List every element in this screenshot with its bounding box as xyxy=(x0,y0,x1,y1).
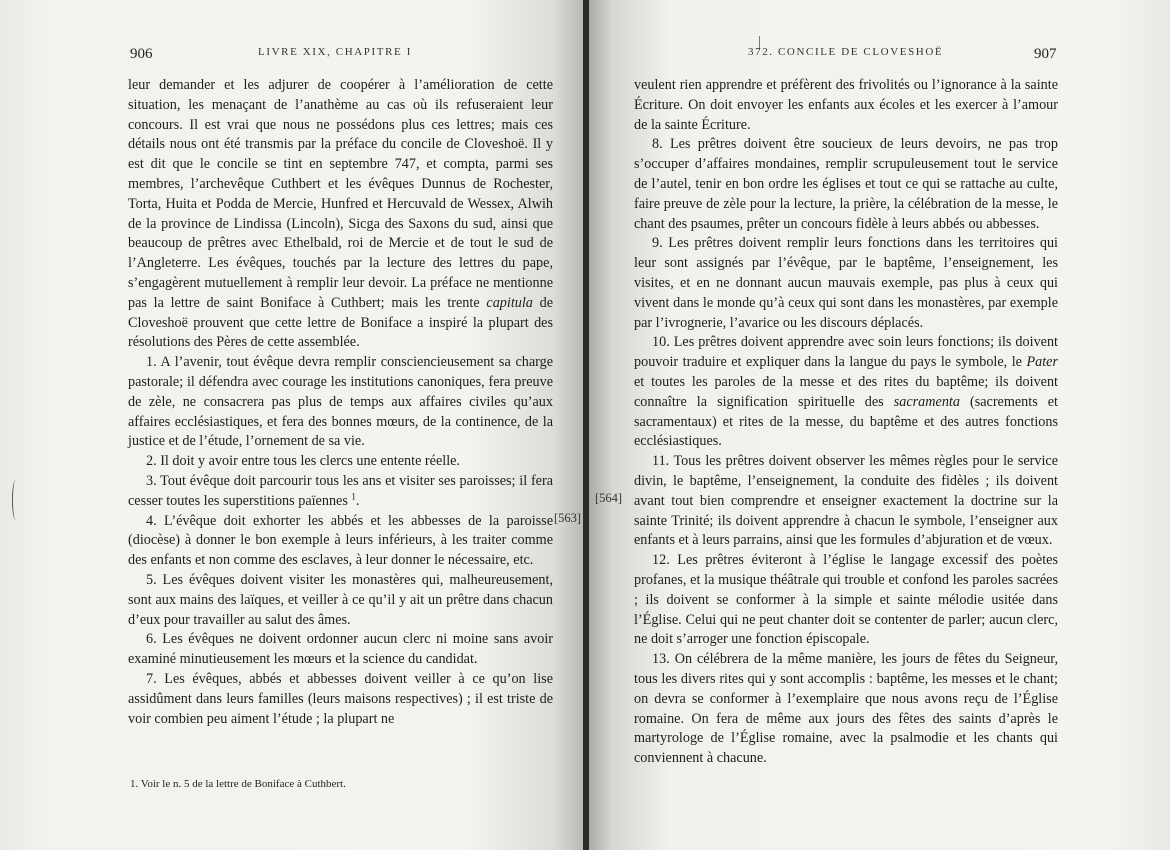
margin-mark-right: [564] xyxy=(595,491,623,505)
left-page xyxy=(0,0,583,850)
canon-12: 12. Les prêtres éviteront à l’église le langage excessif des poètes profanes, et la musique théâtrale qui trouble et confond les paroles sacrées ; ils doivent se conformer à la simple et sainte mélodie usitée dans l’Église. Celui qui ne peut chanter doit se contenter de parler; aucun clerc, ne doit s’arroger une fonction épiscopale. xyxy=(634,552,1058,648)
canon-10-b: et toutes les paroles de la messe et des rites du baptême; ils doivent connaître la signification spirituelle des xyxy=(634,373,1058,410)
canon-1: 1. A l’avenir, tout évêque devra remplir consciencieusement sa charge pastorale; il défendra avec courage les institutions canoniques, fera preuve de zèle, ne consacrera pas plus de temps aux affaires civiles qu’aux affaires ecclésiastiques, et fera des bonnes mœurs, de la continence, de la justice et de l’étude, l’ornement de sa vie. xyxy=(128,354,553,450)
canon-2: 2. Il doit y avoir entre tous les clercs une entente réelle. xyxy=(146,453,460,470)
footnote-reference[interactable]: 1 xyxy=(351,491,356,501)
page-number-left: 906 xyxy=(130,46,153,62)
canon-13: 13. On célébrera de la même manière, les jours de fêtes du Seigneur, tous les divers rites qui y sont accomplis : baptême, les messes et le chant; on devra se conformer à l’exemplaire que nous avons reçu de l’Église romaine. On fera de même aux jours des fêtes des saints d’après le martyrologe de l’Église romaine, avec la psalmodie et les chants qui conviennent à chacune. xyxy=(634,651,1058,767)
canon-4: 4. L’évêque doit exhorter les abbés et les abbesses de la paroisse (diocèse) à donner le bon exemple à leurs inférieurs, à les traiter comme des enfants et non comme des esclaves, à leur donner le nécessaire, etc. xyxy=(128,512,553,569)
canon-7-continued: veulent rien apprendre et préfèrent des frivolités ou l’ignorance à la sainte Écriture. On doit envoyer les enfants aux écoles et les exercer à l’amour de la sainte Écriture. xyxy=(634,77,1058,133)
margin-mark-left: [563] xyxy=(554,511,582,525)
paragraph-intro xyxy=(128,76,553,353)
capitula-word: capitula xyxy=(486,294,533,311)
sacramenta-word: sacramenta xyxy=(893,393,960,410)
left-page-body xyxy=(128,76,553,729)
canon-11: 11. Tous les prêtres doivent observer les mêmes règles pour le service divin, le baptême, l’enseignement, la conduite des fidèles ; ils doivent avant tout bien comprendre et enseigner exactement la doctrine sur la sainte Trinité; ils doivent apprendre à chacun le symbole, l’enseigner aux enfants et à leurs parrains, ainsi que les formules d’abjuration et de vœux. xyxy=(634,453,1058,549)
intro-text-end: de Cloveshoë prouvent que cette lettre de Boniface a inspiré la plupart des résolutions des Pères de cette assemblée. xyxy=(128,294,554,351)
canon-5: 5. Les évêques doivent visiter les monastères qui, malheureusement, sont aux mains des laïques, et veiller à ce qu’il y ait un prêtre dans chacun d’eux pour travailler au salut des âmes. xyxy=(128,571,553,628)
running-head-right: 372. CONCILE DE CLOVESHOË xyxy=(748,46,944,58)
canon-7: 7. Les évêques, abbés et abbesses doivent veiller à ce qu’on lise assidûment dans leurs familles (leurs maisons respectives) ; il est triste de voir combien peu aiment l’étude ; la plupart ne xyxy=(128,670,553,727)
canon-3-end: . xyxy=(355,492,360,509)
canon-10-a: 10. Les prêtres doivent apprendre avec soin leurs fonctions; ils doivent pouvoir traduire et expliquer dans la langue du pays le symbole, le xyxy=(634,334,1058,371)
footnote: 1. Voir le n. 5 de la lettre de Boniface à Cuthbert. xyxy=(130,778,346,790)
page-number-right: 907 xyxy=(1034,46,1057,62)
canon-10 xyxy=(634,333,1058,452)
canon-8: 8. Les prêtres doivent être soucieux de leurs devoirs, ne pas trop s’occuper d’affaires mondaines, remplir scrupuleusement tout le service de l’autel, tenir en bon ordre les églises et tout ce qui se rattache au culte, faire preuve de zèle pour la lecture, la prière, la célébration de la messe, le chant des psaumes, prêter un concours fidèle à leurs abbés ou abbesses. xyxy=(634,136,1058,232)
bracket-mark xyxy=(12,480,19,520)
canon-10-c: (sacrements et sacramentaux) et rites de la messe, du baptême et des autres fonctions ecclésiastiques. xyxy=(634,393,1059,450)
intro-text: leur demander et les adjurer de coopérer à l’amélioration de cette situation, les menaçant de l’anathème au cas où ils refuseraient leur concours. Il est vrai que nous ne possédons plus ces lettres; mais ces détails nous ont été transmis par la préface du concile de Cloveshoë. Il y est dit que le concile se tint en septembre 747, et compta, parmi ses membres, l’archevêque Cuthbert et les évêques Dunnus de Rochester, Torta, Huita et Podda de Mercie, Hunfred et Hercuvald de Wessex, Alwih de la province de Lindissa (Lincoln), Sicga des Saxons du sud, ainsi que beaucoup de prêtres avec Ethelbald, roi de Mercie et de tout le sud de l’Angleterre. Les évêques, touchés par la lecture des lettres du pape, s’engagèrent mutuellement à remplir leur devoir. La préface ne mentionne pas la lettre de saint Boniface à Cuthbert; mais les trente xyxy=(128,77,553,311)
canon-3 xyxy=(128,472,553,512)
canon-9: 9. Les prêtres doivent remplir leurs fonctions dans les territoires qui leur sont assignés par l’évêque, par le baptême, l’enseignement, les visites, et en ne donnant aucun mauvais exemple, pas plus à ceux qui vivent dans le monde qu’à ceux qui sont dans les monastères, par exemple par l’ivrognerie, l’avarice ou les discours déplacés. xyxy=(634,235,1058,331)
canon-3-text: 3. Tout évêque doit parcourir tous les ans et visiter ses paroisses; il fera cesser toutes les superstitions païennes xyxy=(128,472,553,509)
right-page xyxy=(589,0,1170,850)
pater-word: Pater xyxy=(1026,354,1059,371)
running-head-left: LIVRE XIX, CHAPITRE I xyxy=(258,46,412,58)
right-page-body xyxy=(634,76,1058,769)
canon-6: 6. Les évêques ne doivent ordonner aucun clerc ni moine sans avoir examiné minutieusement les mœurs et la science du candidat. xyxy=(128,631,553,668)
